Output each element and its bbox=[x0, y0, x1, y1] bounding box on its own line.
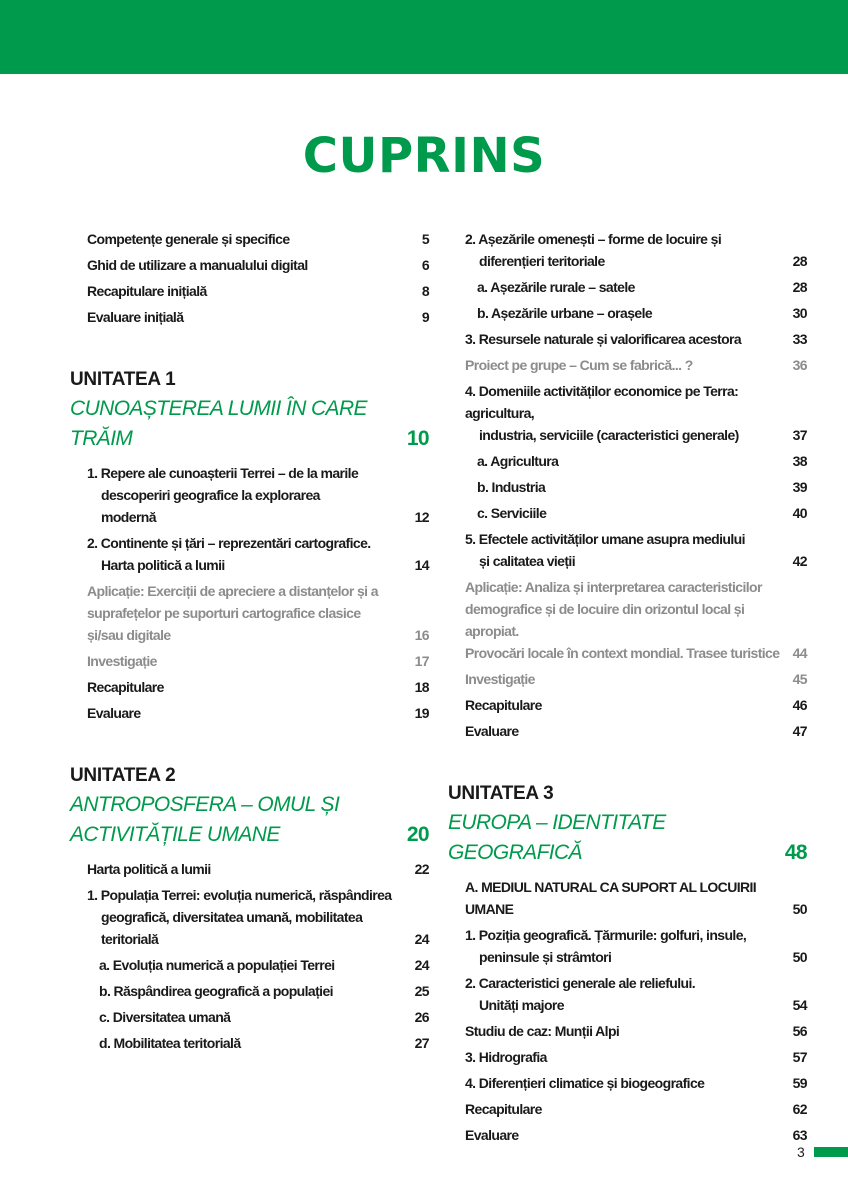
toc-entry-text: 3. Hidrografia bbox=[465, 1049, 547, 1065]
toc-list bbox=[87, 228, 429, 332]
toc-entry[interactable] bbox=[87, 228, 429, 250]
toc-entry-text: Investigație bbox=[87, 653, 157, 669]
toc-entry-text: 2. Continente și țări – reprezentări cartografice. bbox=[87, 535, 371, 551]
unit-title-text bbox=[70, 790, 395, 850]
toc-entry[interactable] bbox=[87, 980, 429, 1002]
unit-1 bbox=[70, 366, 429, 728]
toc-entry-title bbox=[465, 450, 781, 472]
toc-entry[interactable] bbox=[465, 328, 807, 350]
toc-entry-page: 54 bbox=[792, 997, 807, 1013]
toc-entry-page: 30 bbox=[792, 305, 807, 321]
page-number-bar bbox=[814, 1147, 848, 1157]
toc-entry-title bbox=[87, 1032, 403, 1054]
toc-entry-page: 26 bbox=[414, 1009, 429, 1025]
toc-entry-title bbox=[87, 650, 403, 672]
toc-entry-title bbox=[465, 876, 781, 920]
toc-entry-title bbox=[465, 328, 781, 350]
unit-label: UNITATEA 1 bbox=[70, 369, 176, 390]
page-number: 3 bbox=[797, 1144, 805, 1160]
toc-entry-page: 12 bbox=[414, 509, 429, 525]
unit-title[interactable] bbox=[448, 808, 807, 868]
toc-entry[interactable] bbox=[465, 450, 807, 472]
toc-entry[interactable] bbox=[465, 1124, 807, 1146]
toc-entry-text: Aplicație: Analiza și interpretarea caracteristicilor bbox=[465, 579, 762, 595]
toc-entry-title bbox=[87, 980, 403, 1002]
toc-entry-title bbox=[87, 1006, 403, 1028]
toc-entry-page: 14 bbox=[414, 557, 429, 573]
toc-entry[interactable] bbox=[465, 354, 807, 376]
toc-entry-title bbox=[87, 280, 410, 302]
toc-entry-text: Recapitulare bbox=[87, 679, 164, 695]
toc-entry-text: Harta politică a lumii bbox=[101, 557, 225, 573]
toc-entry-title bbox=[87, 462, 403, 528]
toc-entry[interactable] bbox=[87, 858, 429, 880]
toc-entry[interactable] bbox=[465, 876, 807, 920]
toc-entry-text: 3. Resursele naturale și valorificarea acestora bbox=[465, 331, 742, 347]
toc-entry-title bbox=[87, 702, 403, 724]
toc-entry-text: Ghid de utilizare a manualului digital bbox=[87, 257, 308, 273]
toc-entry-text: Recapitulare inițială bbox=[87, 283, 207, 299]
toc-entry-text: A. MEDIUL NATURAL CA SUPORT AL LOCUIRII UMANE bbox=[465, 879, 757, 917]
toc-entry-text: industria, serviciile (caracteristici generale) bbox=[479, 427, 739, 443]
toc-entry-page: 39 bbox=[792, 479, 807, 495]
toc-entry-title bbox=[465, 476, 781, 498]
toc-entry-text: 5. Efectele activităților umane asupra mediului bbox=[465, 531, 745, 547]
toc-entry-page: 63 bbox=[792, 1127, 807, 1143]
toc-entry[interactable] bbox=[465, 668, 807, 690]
toc-entry-page: 57 bbox=[792, 1049, 807, 1065]
toc-entry[interactable] bbox=[87, 1032, 429, 1054]
toc-entry-page: 50 bbox=[792, 949, 807, 965]
toc-entry-page: 36 bbox=[792, 357, 807, 373]
toc-entry[interactable] bbox=[465, 228, 807, 272]
toc-entry-page: 19 bbox=[414, 705, 429, 721]
toc-entry-page: 45 bbox=[792, 671, 807, 687]
toc-entry-text: Investigație bbox=[465, 671, 535, 687]
toc-entry[interactable] bbox=[465, 694, 807, 716]
toc-entry[interactable] bbox=[87, 580, 429, 646]
toc-entry-title bbox=[465, 1046, 781, 1068]
toc-entry-title bbox=[465, 380, 781, 446]
toc-entry-text: c. Serviciile bbox=[477, 505, 547, 521]
toc-entry-text: Aplicație: Exerciții de apreciere a distanțelor și a bbox=[87, 583, 378, 599]
toc-entry[interactable] bbox=[465, 924, 807, 968]
toc-entry-page: 37 bbox=[792, 427, 807, 443]
toc-entry[interactable] bbox=[465, 276, 807, 298]
toc-entry-page: 28 bbox=[792, 253, 807, 269]
toc-entry-title bbox=[87, 580, 403, 646]
toc-entry[interactable] bbox=[465, 576, 807, 664]
toc-entry[interactable] bbox=[87, 650, 429, 672]
toc-entry-title bbox=[465, 354, 781, 376]
left-column bbox=[70, 228, 429, 1058]
toc-entry-text: Provocări locale în context mondial. Trasee turistice bbox=[465, 645, 780, 661]
toc-entry-text: și calitatea vieții bbox=[479, 553, 575, 569]
toc-entry-text: Unități majore bbox=[479, 997, 564, 1013]
toc-entry-title bbox=[465, 228, 781, 272]
toc-entry[interactable] bbox=[87, 254, 429, 276]
toc-entry-title bbox=[465, 502, 781, 524]
toc-entry-page: 56 bbox=[792, 1023, 807, 1039]
toc-entry-title bbox=[87, 858, 403, 880]
toc-entry[interactable] bbox=[465, 502, 807, 524]
toc-entry-text: demografice și de locuire din orizontul local și apropiat. bbox=[465, 601, 745, 639]
toc-entry-page: 27 bbox=[414, 1035, 429, 1051]
toc-entry-page: 6 bbox=[421, 257, 429, 273]
unit-label: UNITATEA 3 bbox=[448, 783, 554, 804]
toc-entry[interactable] bbox=[465, 1020, 807, 1042]
toc-entry-title bbox=[465, 1098, 781, 1120]
toc-entry-title bbox=[87, 306, 410, 328]
toc-entry[interactable] bbox=[87, 462, 429, 528]
toc-entry-text: Recapitulare bbox=[465, 697, 542, 713]
toc-entry-title bbox=[87, 676, 403, 698]
toc-entry-text: 4. Diferențieri climatice și biogeografice bbox=[465, 1075, 705, 1091]
toc-entry[interactable] bbox=[87, 676, 429, 698]
unit-title-line: CUNOAȘTEREA LUMII ÎN CARE TRĂIM bbox=[70, 397, 367, 450]
toc-entry-page: 24 bbox=[414, 931, 429, 947]
toc-entry-text: 1. Repere ale cunoașterii Terrei – de la marile bbox=[87, 465, 359, 481]
toc-entry-page: 47 bbox=[792, 723, 807, 739]
toc-entry-text: Evaluare bbox=[465, 723, 519, 739]
unit-title[interactable] bbox=[70, 790, 429, 850]
toc-entry-page: 17 bbox=[414, 653, 429, 669]
toc-entry[interactable] bbox=[87, 280, 429, 302]
toc-entry-page: 62 bbox=[792, 1101, 807, 1117]
unit-page: 48 bbox=[784, 841, 807, 864]
toc-entry-text: 4. Domeniile activităților economice pe Terra: agricultura, bbox=[465, 383, 739, 421]
unit-page: 20 bbox=[406, 823, 429, 846]
toc-entry-page: 16 bbox=[414, 627, 429, 643]
toc-entry-title bbox=[465, 720, 781, 742]
toc-entry[interactable] bbox=[87, 954, 429, 976]
toc-entry-page: 50 bbox=[792, 901, 807, 917]
toc-entry-page: 46 bbox=[792, 697, 807, 713]
toc-entry-title bbox=[465, 1072, 781, 1094]
toc-list bbox=[87, 462, 429, 724]
toc-entry-text: Studiu de caz: Munții Alpi bbox=[465, 1023, 620, 1039]
toc-entry[interactable] bbox=[465, 972, 807, 1016]
toc-entry-page: 24 bbox=[414, 957, 429, 973]
unit-title-line: ANTROPOSFERA – OMUL ȘI bbox=[70, 793, 340, 816]
unit-title-line: EUROPA – IDENTITATE GEOGRAFICĂ bbox=[448, 811, 666, 864]
toc-entry-text: a. Evoluția numerică a populației Terrei bbox=[99, 957, 335, 973]
toc-entry-text: b. Industria bbox=[477, 479, 546, 495]
toc-entry-page: 9 bbox=[421, 309, 429, 325]
toc-entry-text: b. Așezările urbane – orașele bbox=[477, 305, 653, 321]
toc-entry-text: 1. Poziția geografică. Țărmurile: golfuri, insule, bbox=[465, 927, 747, 943]
page-title: CUPRINS bbox=[302, 128, 546, 184]
toc-entry[interactable] bbox=[465, 528, 807, 572]
toc-entry-page: 5 bbox=[421, 231, 429, 247]
toc-entry-text: 2. Așezările omenești – forme de locuire și bbox=[465, 231, 722, 247]
toc-entry[interactable] bbox=[465, 1046, 807, 1068]
unit-2 bbox=[70, 762, 429, 1058]
toc-entry-page: 59 bbox=[792, 1075, 807, 1091]
toc-entry-text: 2. Caracteristici generale ale reliefului. bbox=[465, 975, 696, 991]
right-column bbox=[448, 228, 807, 1150]
toc-entry-text: Evaluare bbox=[465, 1127, 519, 1143]
toc-entry-title bbox=[465, 924, 781, 968]
toc-entry-title bbox=[465, 576, 781, 664]
toc-entry-text: și/sau digitale bbox=[87, 627, 171, 643]
toc-list bbox=[87, 858, 429, 1054]
toc-entry-text: c. Diversitatea umană bbox=[99, 1009, 231, 1025]
toc-entry-text: teritorială bbox=[101, 931, 159, 947]
toc-entry-text: Proiect pe grupe – Cum se fabrică... ? bbox=[465, 357, 693, 373]
toc-entry[interactable] bbox=[465, 476, 807, 498]
toc-list bbox=[465, 228, 807, 746]
toc-entry-title bbox=[87, 254, 410, 276]
toc-entry[interactable] bbox=[465, 380, 807, 446]
toc-entry-text: peninsule și strâmtori bbox=[479, 949, 612, 965]
toc-entry-title bbox=[465, 276, 781, 298]
toc-entry-text: 1. Populația Terrei: evoluția numerică, răspândirea bbox=[87, 887, 392, 903]
toc-entry-page: 38 bbox=[792, 453, 807, 469]
unit-title[interactable] bbox=[70, 394, 429, 454]
toc-entry[interactable] bbox=[87, 1006, 429, 1028]
toc-entry-page: 33 bbox=[792, 331, 807, 347]
toc-entry-text: Evaluare bbox=[87, 705, 141, 721]
toc-entry-page: 8 bbox=[421, 283, 429, 299]
toc-entry[interactable] bbox=[87, 306, 429, 328]
toc-entry-page: 28 bbox=[792, 279, 807, 295]
toc-entry-text: Recapitulare bbox=[465, 1101, 542, 1117]
toc-entry-text: descoperiri geografice la explorarea bbox=[101, 487, 320, 503]
unit-label: UNITATEA 2 bbox=[70, 765, 176, 786]
toc-entry-page: 25 bbox=[414, 983, 429, 999]
toc-entry-text: d. Mobilitatea teritorială bbox=[99, 1035, 241, 1051]
toc-entry-text: a. Agricultura bbox=[477, 453, 559, 469]
unit-3 bbox=[448, 780, 807, 1150]
toc-entry-text: diferențieri teritoriale bbox=[479, 253, 605, 269]
toc-entry[interactable] bbox=[87, 884, 429, 950]
toc-entry-title bbox=[465, 1020, 781, 1042]
toc-entry[interactable] bbox=[465, 720, 807, 742]
toc-entry-text: modernă bbox=[101, 509, 156, 525]
toc-entry-page: 40 bbox=[792, 505, 807, 521]
unit-page: 10 bbox=[406, 427, 429, 450]
toc-entry-text: Competențe generale și specifice bbox=[87, 231, 290, 247]
toc-entry[interactable] bbox=[465, 302, 807, 324]
toc-entry[interactable] bbox=[87, 702, 429, 724]
toc-entry-title bbox=[87, 532, 403, 576]
toc-entry[interactable] bbox=[465, 1072, 807, 1094]
unit-title-line: ACTIVITĂȚILE UMANE bbox=[70, 823, 280, 846]
toc-list bbox=[465, 876, 807, 1146]
toc-entry-page: 42 bbox=[792, 553, 807, 569]
toc-entry-title bbox=[87, 884, 403, 950]
toc-entry-title bbox=[87, 228, 410, 250]
toc-entry-page: 44 bbox=[792, 645, 807, 661]
toc-entry-title bbox=[465, 972, 781, 1016]
toc-entry-title bbox=[465, 302, 781, 324]
toc-entry[interactable] bbox=[465, 1098, 807, 1120]
toc-entry-text: suprafețelor pe suporturi cartografice clasice bbox=[87, 605, 361, 621]
toc-entry-page: 18 bbox=[414, 679, 429, 695]
toc-entry-page: 22 bbox=[414, 861, 429, 877]
toc-entry[interactable] bbox=[87, 532, 429, 576]
toc-entry-title bbox=[465, 694, 781, 716]
toc-entry-title bbox=[465, 668, 781, 690]
toc-entry-text: a. Așezările rurale – satele bbox=[477, 279, 635, 295]
toc-entry-title bbox=[87, 954, 403, 976]
toc-entry-text: Harta politică a lumii bbox=[87, 861, 211, 877]
toc-entry-text: geografică, diversitatea umană, mobilitatea bbox=[101, 909, 363, 925]
toc-entry-title bbox=[465, 1124, 781, 1146]
toc-entry-title bbox=[465, 528, 781, 572]
toc-entry-text: b. Răspândirea geografică a populației bbox=[99, 983, 333, 999]
top-banner bbox=[0, 0, 848, 74]
toc-entry-text: Evaluare inițială bbox=[87, 309, 184, 325]
